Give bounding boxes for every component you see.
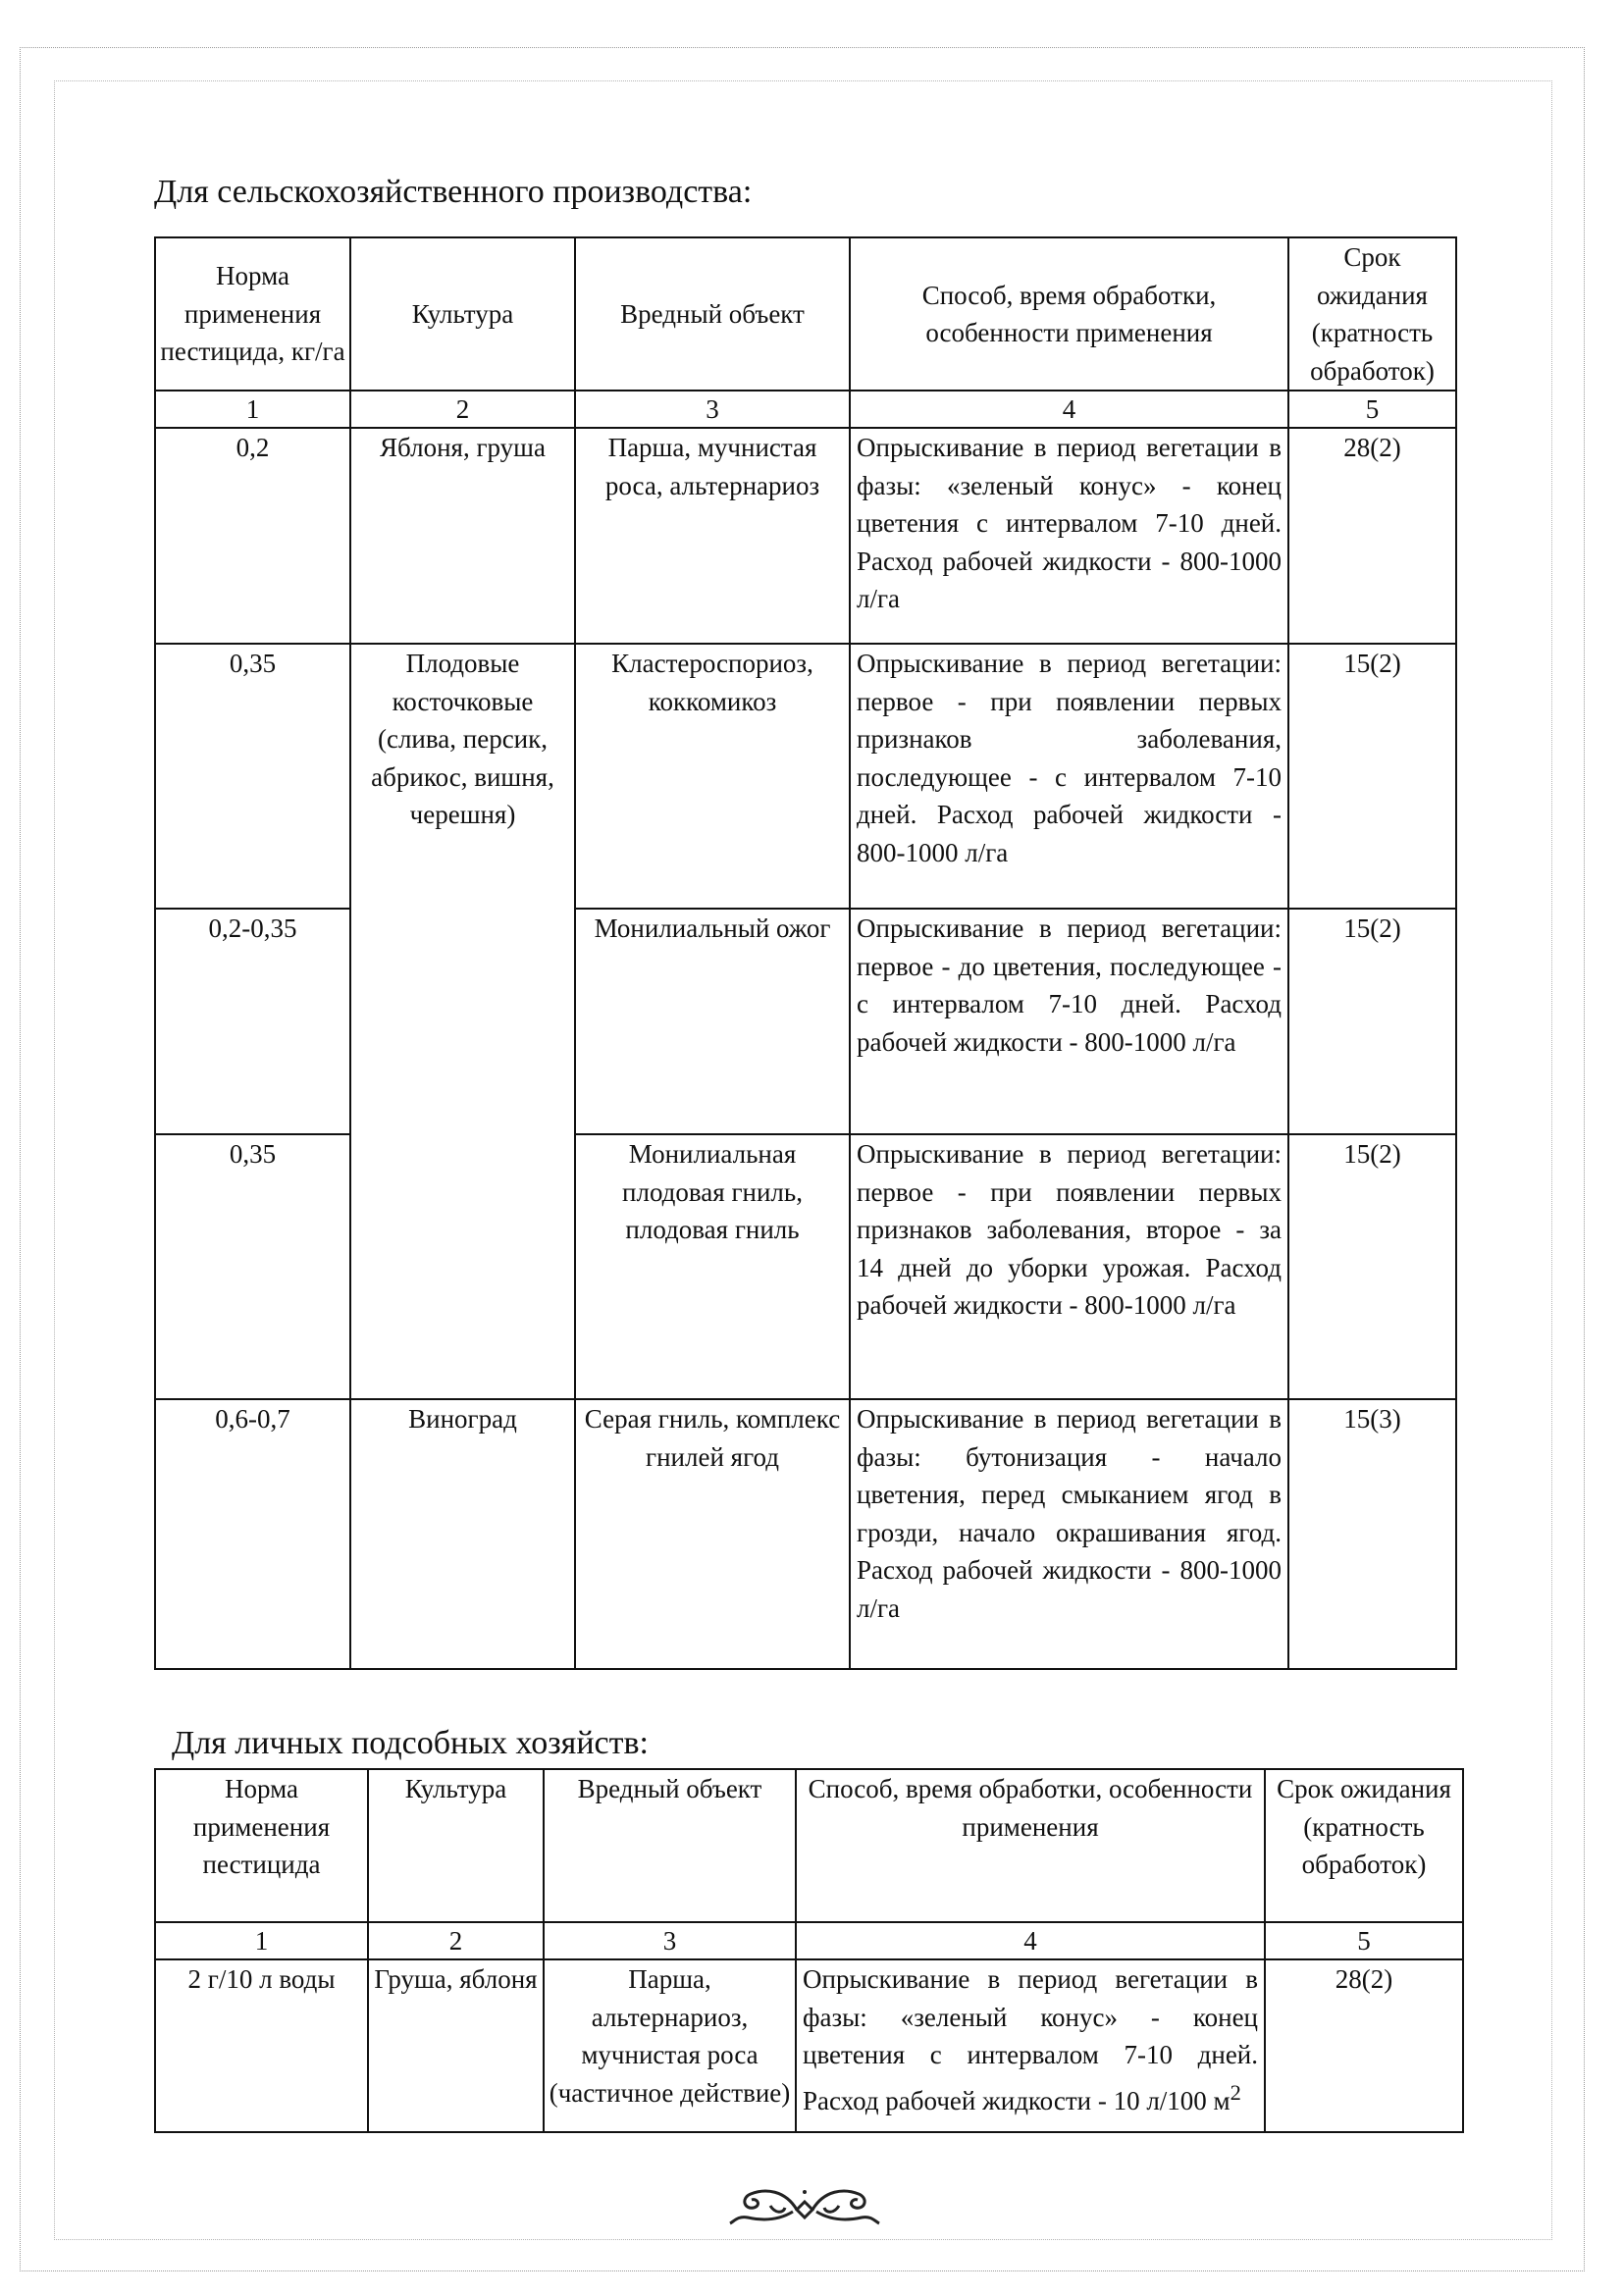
method-cell: Опрыскивание в период вегетации: первое - при появлении первых признаков заболевания, второе - за 14 дней до уборки урожая. Расход рабочей жидкости - 800-1000 л/га [850,1134,1288,1399]
rate-cell: 2 г/10 л воды [155,1959,368,2132]
decorative-scroll-ornament-icon [726,2180,883,2229]
table-row [155,909,1456,1134]
waiting-period-cell: 15(2) [1288,644,1456,909]
method-text: Опрыскивание в период вегетации в фазы: «зеленый конус» - конец цветения с интервалом 7-10 дней. Расход рабочей жидкости - 10 л/100 м [803,1964,1258,2115]
section-title-private-farms: Для личных подсобных хозяйств: [172,1725,649,1761]
section-title-agricultural: Для сельскохозяйственного производства: [154,174,753,210]
pest-cell: Монилиальная плодовая гниль, плодовая гниль [575,1134,850,1399]
pest-cell: Монилиальный ожог [575,909,850,1134]
table-row [155,1399,1456,1669]
waiting-period-cell: 28(2) [1265,1959,1463,2132]
rate-cell: 0,2-0,35 [155,909,350,1134]
column-number: 3 [544,1922,796,1959]
waiting-period-cell: 15(3) [1288,1399,1456,1669]
method-cell: Опрыскивание в период вегетации в фазы: бутонизация - начало цветения, перед смыканием ягод в грозди, начало окрашивания ягод. Расход рабочей жидкости - 800-1000 л/га [850,1399,1288,1669]
crop-cell: Виноград [350,1399,575,1669]
table-row [155,1134,1456,1399]
column-number: 3 [575,391,850,428]
method-cell: Опрыскивание в период вегетации: первое - до цветения, последующее - с интервалом 7-10 дней. Расход рабочей жидкости - 800-1000 л/га [850,909,1288,1134]
header-waiting-period: Срок ожидания (кратность обработок) [1288,237,1456,391]
column-number-row [155,391,1456,428]
pest-cell: Парша, альтернариоз, мучнистая роса (частичное действие) [544,1959,796,2132]
header-rate: Норма применения пестицида, кг/га [155,237,350,391]
private-farms-table [154,1768,1464,2133]
column-number: 4 [850,391,1288,428]
rate-cell: 0,6-0,7 [155,1399,350,1669]
column-number: 1 [155,1922,368,1959]
header-method: Способ, время обработки, особенности применения [850,237,1288,391]
header-rate: Норма применения пестицида [155,1769,368,1922]
pest-cell: Кластероспориоз, коккомикоз [575,644,850,909]
column-number: 1 [155,391,350,428]
column-number: 4 [796,1922,1265,1959]
column-number: 5 [1265,1922,1463,1959]
method-cell: Опрыскивание в период вегетации в фазы: «зеленый конус» - конец цветения с интервалом 7-10 дней. Расход рабочей жидкости - 800-1000 л/га [850,428,1288,644]
header-crop: Культура [350,237,575,391]
column-number: 2 [350,391,575,428]
waiting-period-cell: 28(2) [1288,428,1456,644]
waiting-period-cell: 15(2) [1288,909,1456,1134]
table-row [155,644,1456,909]
crop-cell: Плодовые косточковые (слива, персик, абрикос, вишня, черешня) [350,644,575,1399]
column-number: 2 [368,1922,544,1959]
crop-cell: Груша, яблоня [368,1959,544,2132]
header-waiting-period: Срок ожидания (кратность обработок) [1265,1769,1463,1922]
agricultural-use-table [154,236,1457,1670]
pest-cell: Серая гниль, комплекс гнилей ягод [575,1399,850,1669]
table-row [155,1959,1463,2132]
table-header-row [155,1769,1463,1922]
crop-cell: Яблоня, груша [350,428,575,644]
waiting-period-cell: 15(2) [1288,1134,1456,1399]
rate-cell: 0,35 [155,644,350,909]
table-header-row [155,237,1456,391]
table-row [155,428,1456,644]
header-crop: Культура [368,1769,544,1922]
rate-cell: 0,2 [155,428,350,644]
header-pest: Вредный объект [575,237,850,391]
header-method: Способ, время обработки, особенности применения [796,1769,1265,1922]
rate-cell: 0,35 [155,1134,350,1399]
method-cell: Опрыскивание в период вегетации: первое - при появлении первых признаков заболевания, последующее - с интервалом 7-10 дней. Расход рабочей жидкости - 800-1000 л/га [850,644,1288,909]
column-number: 5 [1288,391,1456,428]
pest-cell: Парша, мучнистая роса, альтернариоз [575,428,850,644]
method-cell [796,1959,1265,2132]
superscript-two: 2 [1230,2079,1241,2105]
header-pest: Вредный объект [544,1769,796,1922]
column-number-row [155,1922,1463,1959]
